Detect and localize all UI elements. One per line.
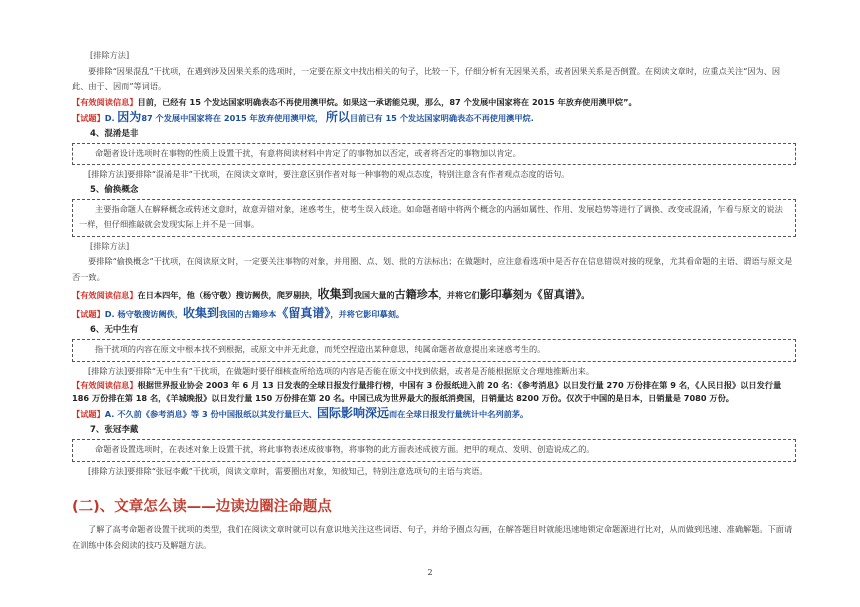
subheading: 6、无中生有 xyxy=(90,325,139,335)
question-tag: 【试题】 xyxy=(72,409,105,419)
page-content xyxy=(72,48,796,553)
question-line: 【试题】A. 不久前《参考消息》等 3 份中国报纸以其发行量巨大、国际影响深远而在全球日报发行量统计中名列前茅。 xyxy=(72,406,529,420)
question-tag: 【试题】 xyxy=(72,113,105,123)
info-line: 【有效阅读信息】在日本四年，他（杨守敬）搜访阙佚，爬罗剔抉，收集到我国大量的古籍珍本，并将它们影印摹刻为《留真谱》。 xyxy=(72,287,590,301)
definition-box: 主要指命题人在解释概念或转述文意时，故意弄错对象，迷惑考生，使考生误入歧途。如命题者暗中将两个概念的内涵如属性、作用、发展趋势等进行了调换、改变或混淆，乍看与原文的说法一样，但仔细推敲就会发现实际上并不是一回事。 xyxy=(72,199,796,237)
method-label: [排除方法] xyxy=(90,50,130,60)
definition-box: 命题者设置选项时，在表述对象上设置干扰，将此事物表述成彼事物，将事物的此方面表述成彼方面。把甲的观点、发明、创造说成乙的。 xyxy=(72,439,796,462)
keyword: 《留真谱》 xyxy=(531,288,582,301)
method-text: [排除方法]要排除“张冠李戴”干扰项，阅读文章时，需要圈出对象，知彼知己，特别注意选项句的主语与宾语。 xyxy=(88,465,488,476)
method-label: [排除方法] xyxy=(90,240,130,251)
keyword: 影印摹刻 xyxy=(479,288,524,301)
method-text: [排除方法]要排除“混淆是非”干扰项，在阅读文章时，要注意区别作者对每一种事物的观点态度，特别注意含有作者观点态度的语句。 xyxy=(88,169,570,179)
info-tag: 【有效阅读信息】 xyxy=(72,290,138,300)
keyword: 收集到 xyxy=(183,306,220,320)
info-tag: 【有效阅读信息】 xyxy=(72,96,138,107)
method-text: 要排除“偷换概念”干扰项，在阅读原文时，一定要关注事物的对象，并用圈、点、划、批的方法标出；在做题时，应注意看选项中是否存在信息错误对接的现象，尤其看命题的主语、谓语与原文是否一致。 xyxy=(72,256,793,282)
info-tag: 【有效阅读信息】 xyxy=(72,380,138,390)
method-text: 要排除“因果混乱”干扰项，在遇到涉及因果关系的选项时，一定要在原文中找出相关的句子，比较一下，仔细分析有无因果关系，或者因果关系是否倒置。在阅读文章时，应重点关注“因为、因此、由于、因而”等词语。 xyxy=(72,65,781,91)
info-line: 【有效阅读信息】根据世界报业协会 2003 年 6 月 13 日发表的全球日报发行量排行榜，中国有 3 份报纸进入前 20 名：《参考消息》以日发行量 270 万份排在第 9 名，《人民日报》以日发行量 186 万份排在第 18 名，《羊城晚报》以日发行量 150 万份排在第 20 名。中国已成为世界最大的报纸消费国，日销量达 8200 万份。仅次于中国的是日本，日销量是 7080 万份。 xyxy=(72,380,782,403)
subheading: 5、偷换概念 xyxy=(90,184,139,195)
keyword: 《留真谱》 xyxy=(276,306,331,320)
keyword: 因为 xyxy=(117,110,142,124)
subheading: 7、张冠李戴 xyxy=(90,425,139,435)
method-text: [排除方法]要排除“无中生有”干扰项，在做题时要仔细核查所给选项的内容是否能在原文中找到依据，或者是否能根据原文合理地推断出来。 xyxy=(88,365,595,376)
keyword: 古籍珍本 xyxy=(394,288,439,301)
question-line: 【试题】D. 因为87 个发展中国家将在 2015 年放弃使用澳甲烷， 所以目前已有 15 个发达国家明确表态不再使用澳甲烷. xyxy=(72,110,534,124)
question-line: 【试题】D. 杨守敬搜访阙佚，收集到我国的古籍珍本《留真谱》，并将它影印摹刻。 xyxy=(72,306,405,320)
keyword: 所以 xyxy=(325,110,350,124)
keyword: 收集到 xyxy=(317,287,354,301)
info-line xyxy=(72,95,796,111)
question-tag: 【试题】 xyxy=(72,309,105,319)
keyword: 国际影响深远 xyxy=(316,406,389,420)
info-text: 目前，已经有 15 个发达国家明确表态不再使用澳甲烷。如果这一承诺能兑现，那么，87 个发展中国家将在 2015 年放弃使用澳甲烷”。 xyxy=(137,96,637,107)
subheading: 4、混淆是非 xyxy=(90,128,139,139)
definition-box: 指干扰项的内容在原文中根本找不到根据，或原文中并无此意，而凭空捏造出某种意思，纯属命题者故意提出来迷惑考生的。 xyxy=(72,339,796,362)
section-text: 了解了高考命题者设置干扰项的类型，我们在阅读文章时就可以有意识地关注这些词语、句子，并给予圈点勾画，在解答题目时就能迅速地锁定命题源进行比对，从而做到迅速、准确解题。下面请在训练中体会阅读的技巧及解题方法。 xyxy=(72,524,793,550)
definition-box: 命题者设计选项时在事物的性质上设置干扰，有意将阅读材料中肯定了的事物加以否定，或者将否定的事物加以肯定。 xyxy=(72,143,796,166)
section-title: (二)、文章怎么读——边读边圈注命题点 xyxy=(72,499,332,515)
page-number: 2 xyxy=(427,568,433,577)
